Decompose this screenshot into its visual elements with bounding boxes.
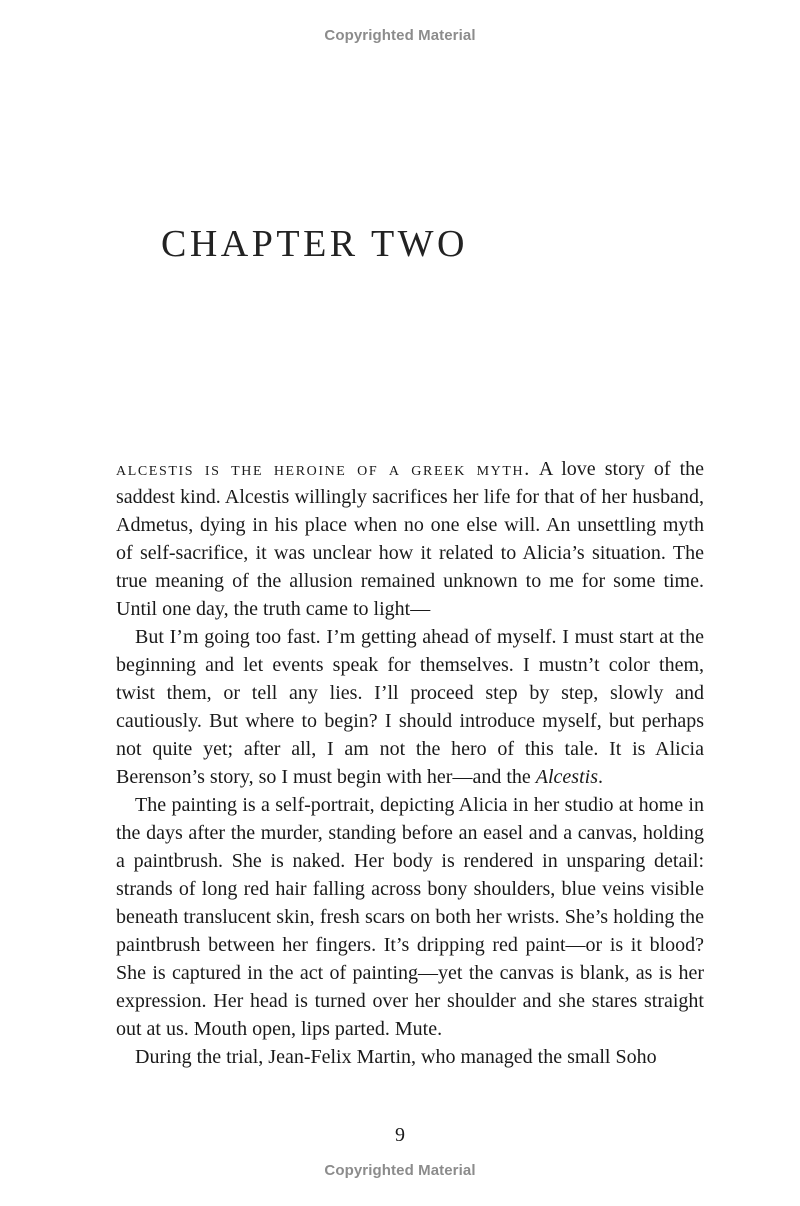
paragraph-1-lead: alcestis is the heroine of a greek myth. bbox=[116, 458, 531, 480]
body-text bbox=[116, 455, 704, 1071]
paragraph-1 bbox=[116, 455, 704, 623]
page-number: 9 bbox=[395, 1124, 405, 1146]
chapter-title: CHAPTER TWO bbox=[161, 223, 468, 265]
paragraph-4: During the trial, Jean-Felix Martin, who managed the small Soho bbox=[135, 1046, 657, 1068]
paragraph-1-text: A love story of the saddest kind. Alcestis willingly sacrifices her life for that of her husband, Admetus, dying in his place when no one else will. An unsettling myth of self-sacrifice, it was unclear how it related to Alicia’s situation. The true meaning of the allusion remained unknown to me for some time. Until one day, the truth came to light— bbox=[116, 458, 705, 620]
paragraph-3: The painting is a self-portrait, depicting Alicia in her studio at home in the days after the murder, standing before an easel and a canvas, holding a paintbrush. She is naked. Her body is rendered in unsparing detail: strands of long red hair falling across bony shoulders, blue veins visible beneath translucent skin, fresh scars on both her wrists. She’s holding the paintbrush between her fingers. It’s dripping red paint—or is it blood? She is captured in the act of painting—yet the canvas is blank, as is her expression. Her head is turned over her shoulder and she stares straight out at us. Mouth open, lips parted. Mute. bbox=[116, 794, 704, 1040]
paragraph-2-italic-title: Alcestis bbox=[535, 766, 598, 788]
paragraph-2-end: . bbox=[597, 766, 603, 788]
copyright-watermark-top: Copyrighted Material bbox=[324, 27, 476, 44]
paragraph-2 bbox=[116, 623, 704, 791]
copyright-watermark-bottom: Copyrighted Material bbox=[324, 1162, 476, 1179]
paragraph-2-text: But I’m going too fast. I’m getting ahead of myself. I must start at the beginning and let events speak for themselves. I mustn’t color them, twist them, or tell any lies. I’ll proceed step by step, slowly and cautiously. But where to begin? I should introduce myself, but perhaps not quite yet; after all, I am not the hero of this tale. It is Alicia Berenson’s story, so I must begin with her—and the bbox=[116, 626, 704, 788]
